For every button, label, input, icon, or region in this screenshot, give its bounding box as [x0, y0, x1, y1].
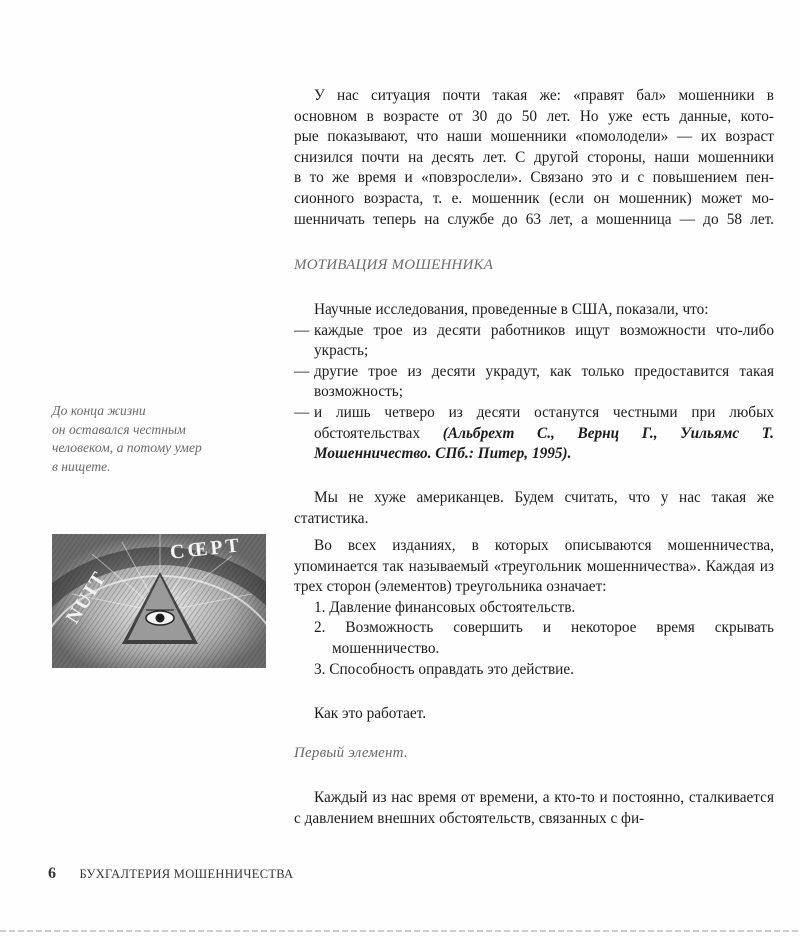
running-title: БУХГАЛТЕРИЯ МОШЕННИЧЕСТВА — [79, 867, 294, 881]
paragraph-line: шенничать теперь на службе до 63 лет, а мошенница — до 58 лет. — [294, 210, 774, 228]
statistics-text: Мы не хуже американцев. Будем считать, что у нас такая же статистика. — [294, 489, 774, 527]
paragraph-line: снизился почти на десять лет. С другой стороны, наши мошенники — [294, 148, 774, 166]
how-it-works — [294, 704, 774, 725]
page-footer — [48, 865, 293, 883]
first-element-paragraph — [294, 788, 774, 829]
page-number: 6 — [48, 865, 56, 882]
numbered-item: 1. Давление финансовых обстоятельств. — [314, 598, 576, 616]
triangle-text: Во всех изданиях, в которых описываются мошенничества, упоминается так называемый «треугольник мошенничества». Каждая из трех сторон (элементов) треугольника означает: — [294, 537, 774, 596]
statistics-paragraph — [294, 488, 774, 529]
how-it-works-text: Как это работает. — [314, 705, 427, 722]
dash-item: — другие трое из десяти украдут, как только предоставится такая возможность; — [294, 362, 774, 403]
triangle-block — [294, 536, 774, 680]
numbered-item: 2. Возможность совершить и некоторое время скрывать мошенничество. — [314, 619, 774, 657]
research-intro: Научные исследования, проведенные в США, показали, что: — [314, 301, 709, 318]
numbered-item: 3. Способность оправдать это действие. — [314, 660, 574, 678]
dash-item-text: и лишь четверо из десяти останутся честными при любых обстоятельствах — [314, 403, 774, 442]
quote-line: человеком, а потому умер — [52, 440, 202, 455]
paragraph-line: в то же время и «повзрослели». Связано это и с повышением пен- — [294, 169, 774, 187]
quote-line: в нищете. — [52, 458, 111, 474]
section-heading: МОТИВАЦИЯ МОШЕННИКА — [294, 257, 494, 273]
dash-item: — каждые трое из десяти работников ищут возможности что-либо украсть; — [294, 321, 774, 362]
paragraph-line: сионного возраста, т. е. мошенник (если он мошенник) может мо- — [294, 189, 774, 207]
quote-line: он оставался честным — [52, 421, 186, 437]
intro-paragraph — [294, 86, 774, 230]
paragraph-line: рые показывают, что наши мошенники «помолодели» — их возраст — [294, 128, 774, 146]
scan-edge — [0, 930, 800, 932]
citation: (Альбрехт С., Вернц Г., Уильямс Т. Мошенничество. СПб.: Питер, 1995). — [314, 424, 774, 463]
dollar-pyramid-image — [52, 534, 266, 668]
paragraph-line: основном в возрасте от 30 до 50 лет. Но уже есть данные, кото- — [294, 107, 774, 125]
subheading-first-element: Первый элемент. — [294, 745, 408, 761]
first-element-text: Каждый из нас время от времени, а кто-то и постоянно, сталкивается с давлением внешних обстоятельств, связанных с фи- — [294, 789, 774, 827]
dash-item — [294, 403, 774, 465]
image-text-left: NUIT — [61, 566, 112, 628]
paragraph-line: У нас ситуация почти такая же: «правят бал» мошенники в — [314, 87, 774, 104]
sidebar-quote — [52, 402, 252, 476]
image-text-right: CŒPT — [168, 534, 243, 564]
quote-line: До конца жизни — [52, 403, 146, 418]
research-block — [294, 300, 774, 465]
